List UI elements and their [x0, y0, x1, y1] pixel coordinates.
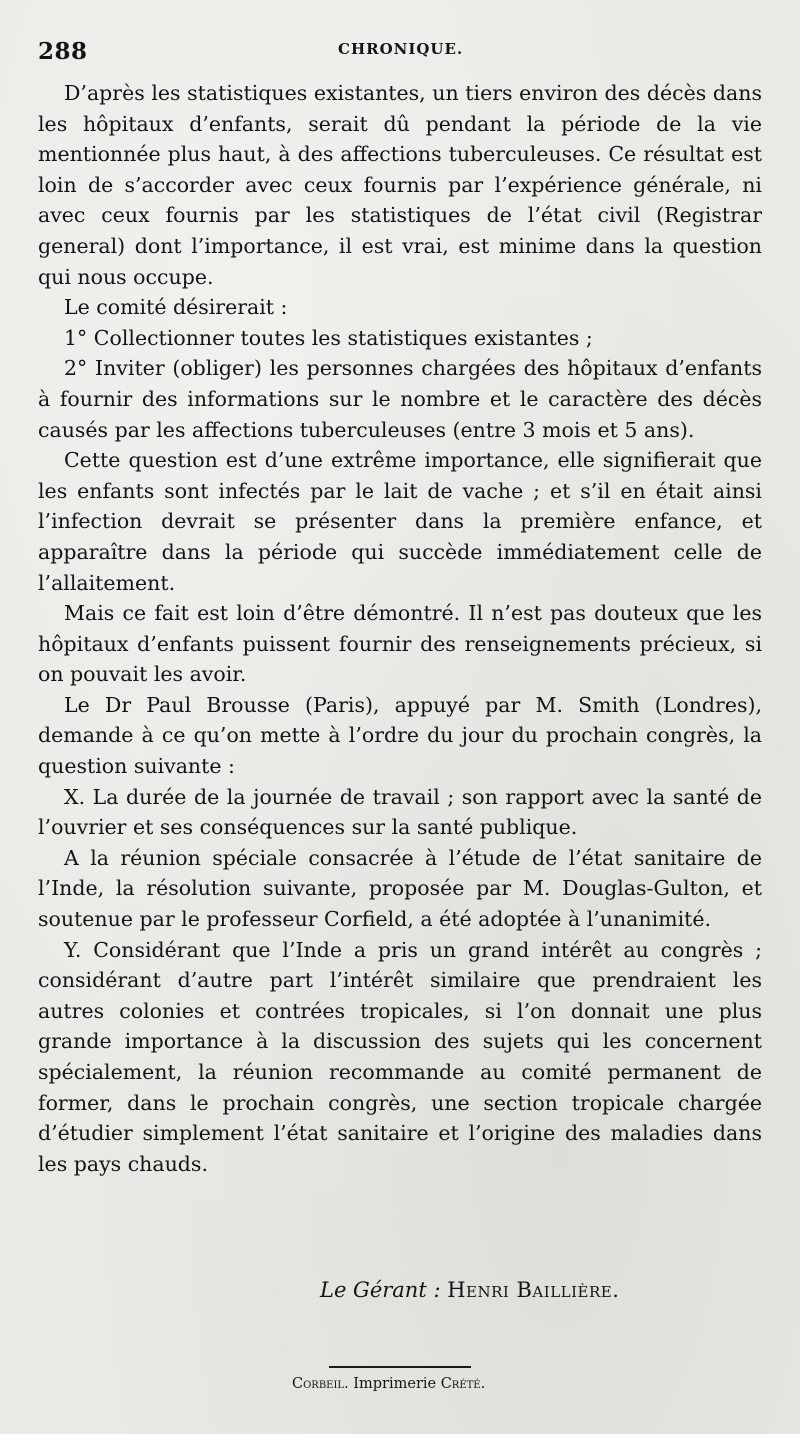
imprint-city: Corbeil. — [292, 1376, 349, 1392]
imprint-printer-name: Crété. — [440, 1376, 486, 1392]
body-text — [38, 78, 762, 1179]
imprint — [292, 1376, 485, 1392]
paragraph: D’après les statistiques existantes, un tiers environ des décès dans les hôpitaux d’enfants, serait dû pendant la période de la vie mentionnée plus haut, à des affections tuberculeuses. Ce résultat est loin de s’accorder avec ceux fournis par l’expérience générale, ni avec ceux fournis par les statistiques de l’état civil (Registrar general) dont l’importance, il est vrai, est minime dans la question qui nous occupe. — [38, 81, 762, 289]
paragraph: Le comité désirerait : — [64, 295, 288, 320]
list-item: 2° Inviter (obliger) les personnes chargées des hôpitaux d’enfants à fournir des informations sur le nombre et le caractère des décès causés par les affections tuberculeuses (entre 3 mois et 5 ans). — [38, 356, 762, 442]
imprint-printer-prefix: Imprimerie — [353, 1376, 437, 1392]
signature — [320, 1278, 740, 1302]
paragraph: Cette question est d’une extrême importance, elle signifierait que les enfants sont infectés par le lait de vache ; et s’il en était ainsi l’infection devrait se présenter dans la première enfance, et apparaître dans la période qui succède immédiatement celle de l’allaitement. — [38, 448, 762, 595]
paragraph: Y. Considérant que l’Inde a pris un grand intérêt au congrès ; considérant d’autre part l’intérêt similaire que prendraient les autres colonies et contrées tropicales, si l’on donnait une plus grande importance à la discussion des sujets qui les concernent spécialement, la réunion recommande au comité permanent de former, dans le prochain congrès, une section tropicale chargée d’étudier simplement l’état sanitaire et l’origine des maladies dans les pays chauds. — [38, 937, 762, 1176]
page-header — [38, 34, 763, 68]
list-item: 1° Collectionner toutes les statistiques existantes ; — [64, 325, 593, 350]
paragraph: A la réunion spéciale consacrée à l’étude de l’état sanitaire de l’Inde, la résolution suivante, proposée par M. Douglas-Gulton, et soutenue par le professeur Corfield, a été adoptée à l’unanimité. — [38, 845, 762, 932]
signature-name: Henri Baillière. — [447, 1278, 620, 1302]
divider — [329, 1366, 471, 1368]
paragraph: X. La durée de la journée de travail ; son rapport avec la santé de l’ouvrier et ses conséquences sur la santé publique. — [38, 784, 762, 840]
paragraph: Mais ce fait est loin d’être démontré. Il n’est pas douteux que les hôpitaux d’enfants puissent fournir des renseignements précieux, si on pouvait les avoir. — [38, 601, 762, 687]
signature-label: Le Gérant : — [320, 1278, 441, 1302]
page-number: 288 — [38, 38, 88, 65]
paragraph: Le Dr Paul Brousse (Paris), appuyé par M. Smith (Londres), demande à ce qu’on mette à l’ordre du jour du prochain congrès, la question suivante : — [38, 692, 762, 779]
running-head: CHRONIQUE. — [338, 40, 464, 58]
